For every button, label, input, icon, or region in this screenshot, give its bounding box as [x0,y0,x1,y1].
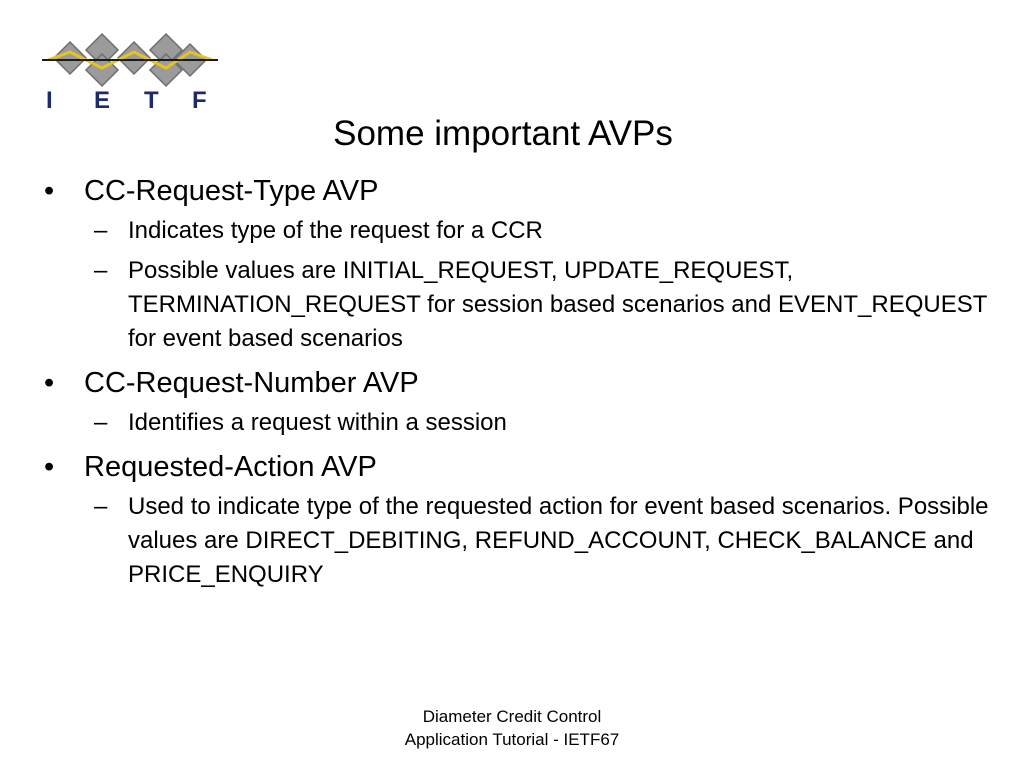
footer-line-2: Application Tutorial - IETF67 [404,730,620,749]
ietf-logo-graphic [40,30,220,90]
bullet-marker: • [44,175,55,207]
sub-marker: – [94,217,108,244]
sub-text: Identifies a request within a session [128,409,507,436]
sub-list [44,214,1004,356]
bullet-marker: • [44,367,55,399]
sub-text: Possible values are INITIAL_REQUEST, UPDATE_REQUEST, TERMINATION_REQUEST for session based scenarios and EVENT_REQUEST for event based scenarios [128,257,987,352]
logo-letter-t: T [144,87,159,114]
bullet-requested-action [44,448,1004,486]
sub-list [44,490,1004,592]
sub-list [44,406,1004,440]
logo-letter-i: I [46,87,53,114]
footer-line-1: Diameter Credit Control [422,707,602,726]
sub-text: Used to indicate type of the requested action for event based scenarios. Possible values are DIRECT_DEBITING, REFUND_ACCOUNT, CHECK_BALANCE and PRICE_ENQUIRY [128,493,989,588]
sub-marker: – [94,493,108,520]
ietf-logo [40,30,220,114]
sub-marker: – [94,409,108,436]
sub-marker: – [94,257,108,284]
sub-item [88,406,1004,440]
bullet-cc-request-type [44,172,1004,210]
sub-item [88,254,1004,356]
sub-item [88,490,1004,592]
logo-letters [40,88,212,114]
logo-letter-f: F [192,87,207,114]
bullet-marker: • [44,451,55,483]
sub-item [88,214,1004,248]
bullet-text: Requested-Action AVP [84,451,377,483]
slide-content [44,164,1004,598]
slide-title: Some important AVPs [333,114,673,153]
sub-text: Indicates type of the request for a CCR [128,217,543,244]
bullet-cc-request-number [44,364,1004,402]
bullet-text: CC-Request-Number AVP [84,367,419,399]
slide-footer [300,705,724,751]
logo-letter-e: E [94,87,111,114]
bullet-text: CC-Request-Type AVP [84,175,379,207]
